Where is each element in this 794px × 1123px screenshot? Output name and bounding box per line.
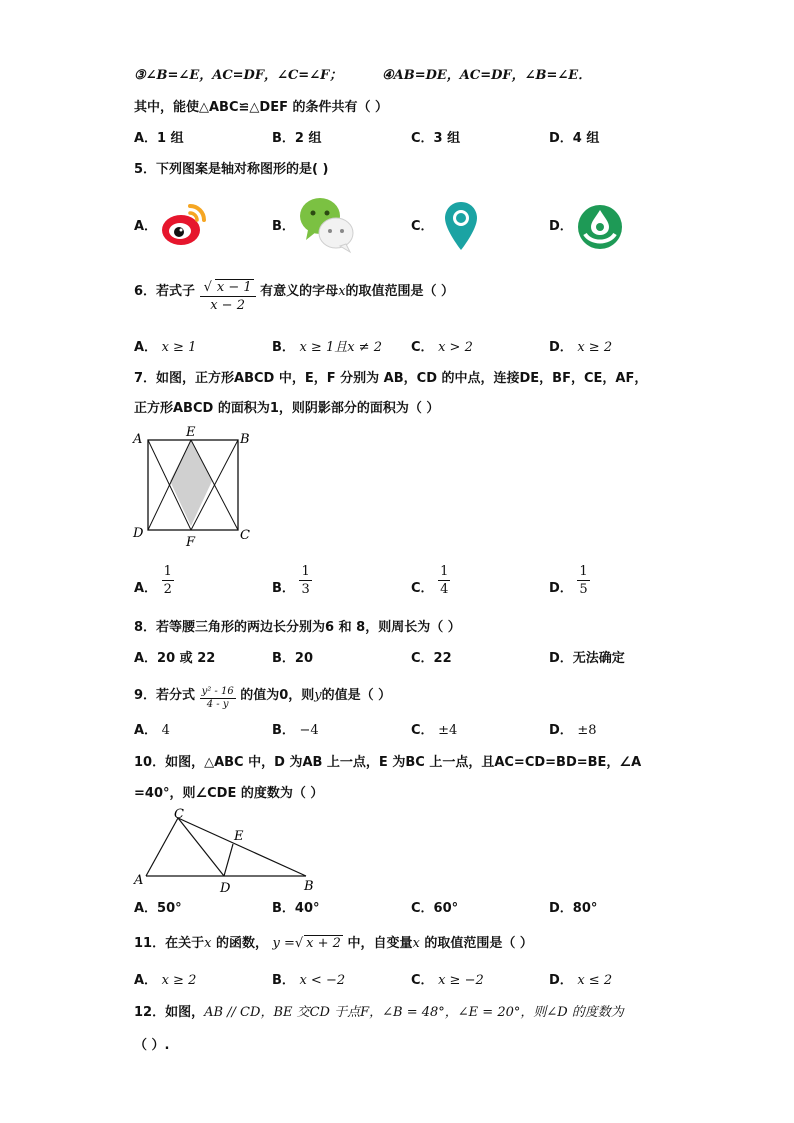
label-c: C — [240, 528, 250, 543]
q10-stem-line1: 10．如图，△ABC 中，D 为AB 上一点，E 为BC 上一点，且AC=CD=BD=BE，∠A — [134, 755, 642, 770]
q8-option-c: C．22 — [411, 651, 452, 666]
q4-option-d: D．4 组 — [549, 131, 600, 146]
location-pin-icon — [443, 200, 479, 252]
q10-option-d: D．80° — [549, 901, 598, 916]
q9-fraction: $\frac{\text{y² - 16}}{4 - y}$ — [201, 686, 234, 710]
label-b: B — [240, 432, 250, 447]
q10-option-b: B．40° — [272, 901, 320, 916]
q11-option-a: A． x ≥ 2 — [134, 973, 197, 988]
q6-option-b: B． x ≥ 1且x ≠ 2 — [272, 340, 382, 355]
q5-option-d-label: D． — [549, 219, 573, 234]
q4-option-b: B．2 组 — [272, 131, 322, 146]
q4-option-c: C．3 组 — [411, 131, 461, 146]
q6-option-a: A． x ≥ 1 — [134, 340, 197, 355]
q6-option-d: D． x ≥ 2 — [549, 340, 613, 355]
q11-option-d: D． x ≤ 2 — [549, 973, 613, 988]
q9-option-c: C． ±4 — [411, 723, 458, 738]
label-d: D — [133, 526, 144, 541]
q7-stem-line2: 正方形ABCD 的面积为1，则阴影部分的面积为（ ） — [134, 401, 440, 416]
q7-option-b: B． $\frac{1}{3}$ — [272, 564, 310, 597]
q10-option-c: C．60° — [411, 901, 459, 916]
label-f: F — [186, 535, 196, 548]
q7-option-c: C． $\frac{1}{4}$ — [411, 564, 449, 597]
q5-stem: 5．下列图案是轴对称图形的是( ) — [134, 162, 329, 177]
q11-option-c: C． x ≥ −2 — [411, 973, 484, 988]
condition-3: ③∠B=∠E，AC=DF，∠C=∠F； — [134, 68, 343, 83]
label-e: E — [186, 425, 196, 440]
q4-stem: 其中，能使△ABC≌△DEF 的条件共有（ ） — [134, 100, 389, 115]
label-b: B — [304, 879, 314, 894]
q5-option-c-label: C． — [411, 219, 434, 234]
q9-option-a: A． 4 — [134, 723, 170, 738]
q10-option-a: A．50° — [134, 901, 182, 916]
q12-stem-line1: 12．如图，AB // CD，BE 交CD 于点F，∠B = 48°，∠E = 20°，则∠D 的度数为 — [134, 1005, 624, 1020]
q7-option-d: D． $\frac{1}{5}$ — [549, 564, 588, 597]
q7-option-a: A． $\frac{1}{2}$ — [134, 564, 172, 597]
weibo-logo-icon — [160, 200, 210, 250]
water-drop-logo-icon — [577, 204, 623, 250]
label-e: E — [234, 829, 244, 844]
q8-option-a: A．20 或 22 — [134, 651, 216, 666]
q8-option-d: D．无法确定 — [549, 651, 625, 666]
q8-stem: 8．若等腰三角形的两边长分别为6 和 8，则周长为（ ） — [134, 620, 461, 635]
q7-stem-line1: 7．如图，正方形ABCD 中，E，F 分别为 AB，CD 的中点，连接DE，BF，CE，AF， — [134, 371, 648, 386]
q7-square-figure — [128, 424, 258, 548]
label-a: A — [134, 873, 144, 888]
wechat-logo-icon — [298, 194, 356, 254]
q9-option-d: D． ±8 — [549, 723, 597, 738]
q6-stem: 6．若式子 $\frac{√ x - 1}{x - 2}$ 有意义的字母x的取值范围是（ ） — [134, 280, 455, 313]
label-a: A — [133, 432, 143, 447]
q4-option-a: A．1 组 — [134, 131, 184, 146]
q10-triangle-figure — [128, 804, 328, 894]
q11-option-b: B． x < −2 — [272, 973, 346, 988]
condition-4: ④AB=DE，AC=DF，∠B=∠E． — [382, 68, 592, 83]
q6-fraction: $\frac{√ x - 1}{x - 2}$ — [200, 279, 256, 314]
q10-stem-line2: =40°，则∠CDE 的度数为（ ） — [134, 786, 324, 801]
q5-option-a-label: A． — [134, 219, 158, 234]
q5-option-b-label: B． — [272, 219, 295, 234]
q9-stem: 9．若分式 $\frac{\text{y² - 16}}{4 - y}$ 的值为0，则y的值是（ ） — [134, 686, 392, 710]
q8-option-b: B．20 — [272, 651, 313, 666]
q9-option-b: B． −4 — [272, 723, 319, 738]
label-d: D — [220, 881, 231, 894]
label-c: C — [174, 807, 184, 822]
q11-stem: 11．在关于x 的函数， y =√ x + 2 中，自变量x 的取值范围是（ ） — [134, 936, 533, 951]
q6-option-c: C． x > 2 — [411, 340, 473, 355]
q12-stem-line2: （ ）. — [134, 1038, 170, 1053]
